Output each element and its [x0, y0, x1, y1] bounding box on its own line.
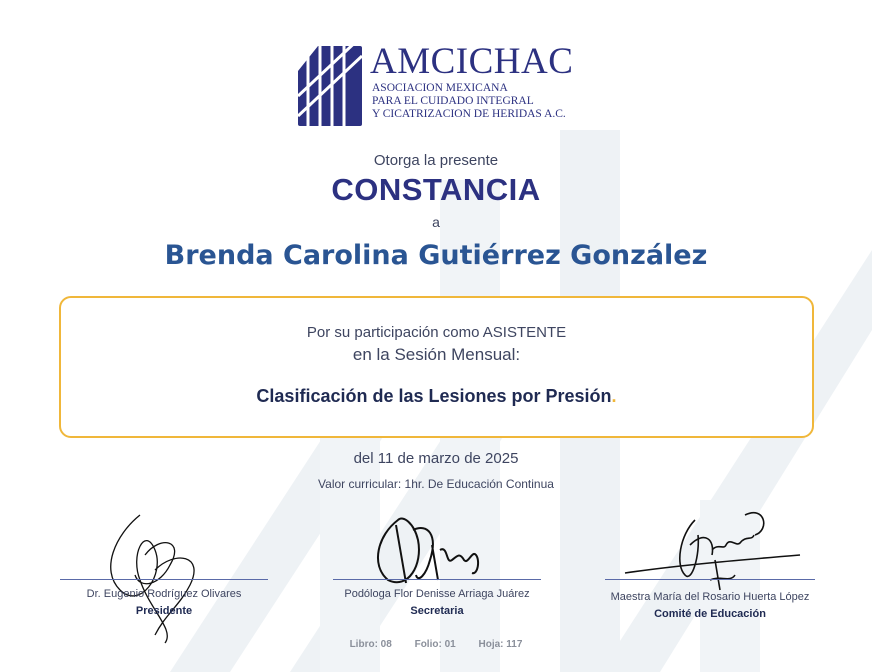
logo-subtitle-line-1: ASOCIACION MEXICANA [372, 82, 508, 94]
participation-line-2: en la Sesión Mensual: [352, 345, 521, 364]
registry-info [0, 639, 872, 650]
signature-line-president [60, 579, 268, 580]
session-date: del 11 de marzo de 2025 [353, 450, 519, 467]
curricular-value: Valor curricular: 1hr. De Educación Continua [318, 477, 554, 491]
signature-education-committee [620, 505, 805, 595]
signer-role-education-committee: Comité de Educación [654, 608, 766, 620]
signer-role-secretary: Secretaria [410, 605, 464, 617]
topic-period: . [611, 386, 617, 406]
logo-subtitle-line-3: Y CICATRIZACION DE HERIDAS A.C. [372, 108, 566, 120]
recipient-name: Brenda Carolina Gutiérrez González [164, 240, 708, 271]
signature-secretary [368, 505, 488, 590]
signer-name-secretary: Podóloga Flor Denisse Arriaga Juárez [344, 588, 530, 600]
signature-line-secretary [333, 579, 541, 580]
signature-line-education-committee [605, 579, 815, 580]
intro-text: Otorga la presente [373, 152, 499, 169]
logo-stripes-icon [298, 46, 362, 126]
certificate-title: CONSTANCIA [331, 172, 541, 207]
participation-box [59, 296, 814, 438]
to-text: a [432, 214, 440, 230]
registry-folio: Folio: 01 [414, 639, 456, 650]
signer-name-president: Dr. Eugenio Rodríguez Olivares [86, 588, 242, 600]
amcichac-logo [298, 41, 588, 126]
signer-name-education-committee: Maestra María del Rosario Huerta López [610, 591, 810, 603]
session-topic-text: Clasificación de las Lesiones por Presión [256, 386, 612, 406]
signature-president [95, 495, 225, 645]
registry-libro: Libro: 08 [349, 639, 392, 650]
participation-line-1: Por su participación como ASISTENTE [306, 324, 567, 341]
logo-name: AMCICHAC [370, 41, 574, 82]
signer-role-president: Presidente [135, 605, 193, 617]
registry-hoja: Hoja: 117 [478, 639, 523, 650]
logo-subtitle-line-2: PARA EL CUIDADO INTEGRAL [372, 95, 534, 107]
session-topic [61, 386, 812, 407]
